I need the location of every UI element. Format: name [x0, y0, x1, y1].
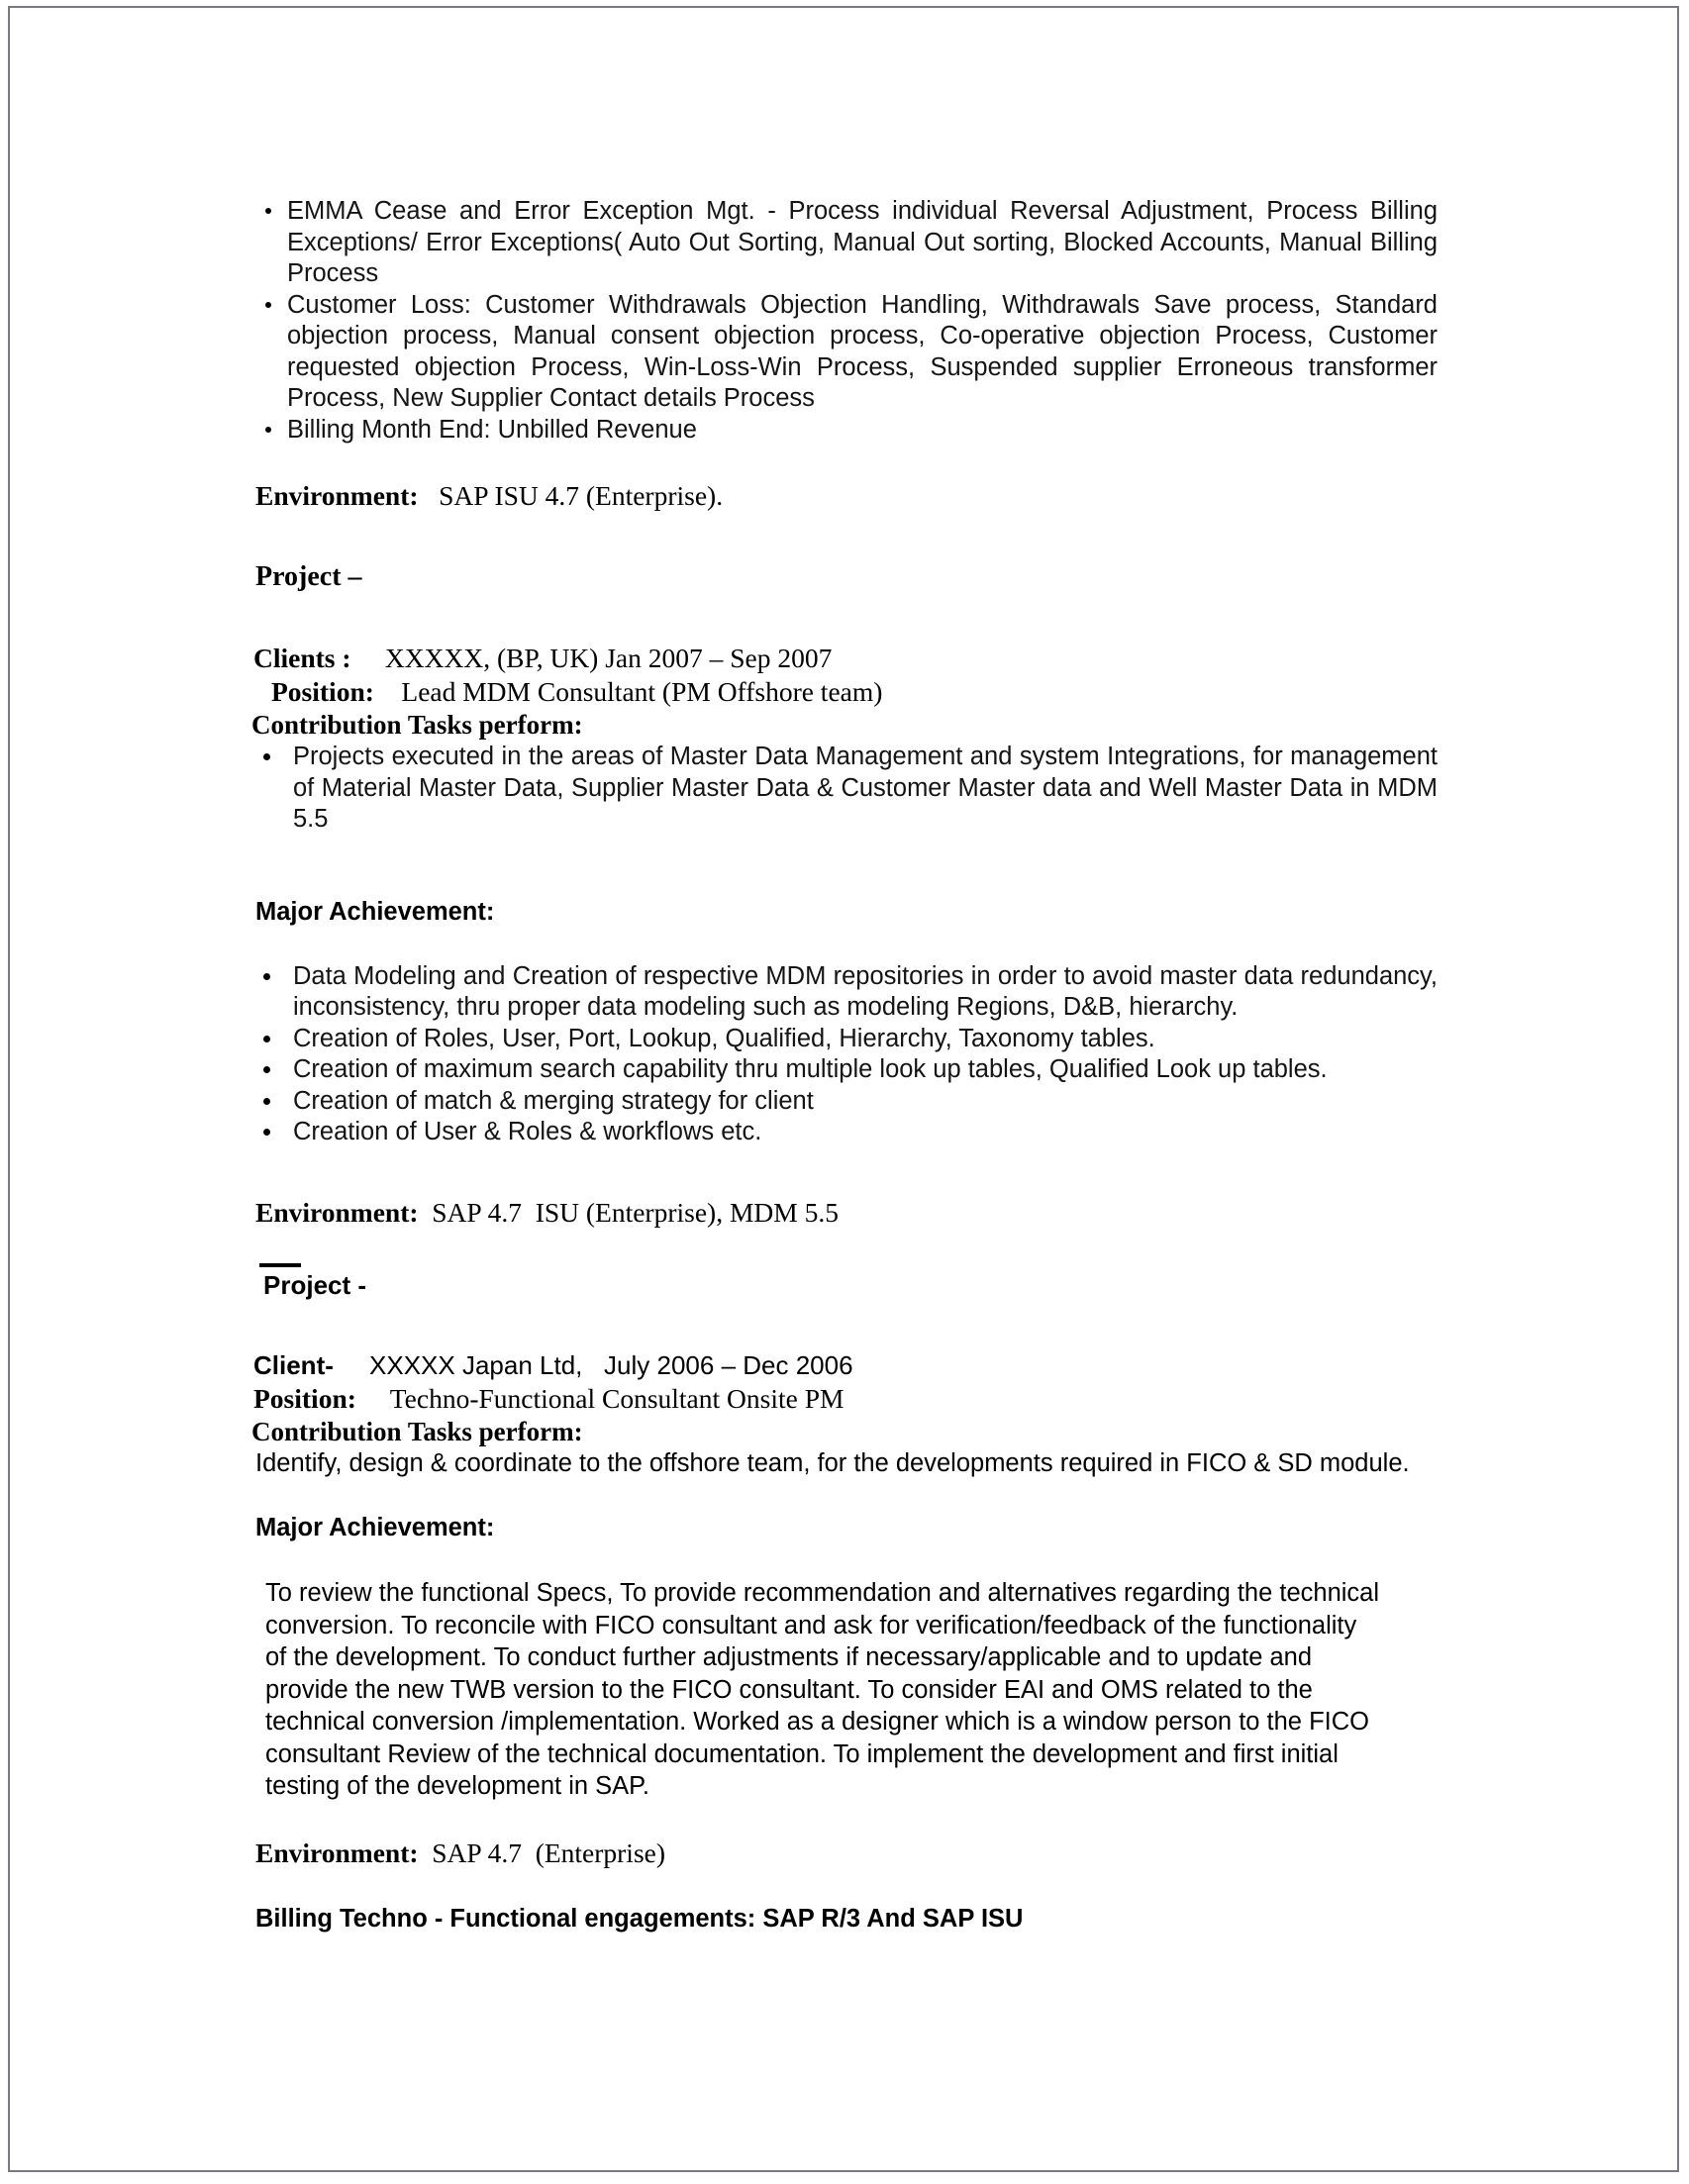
list-item	[249, 1086, 1438, 1118]
document-content	[249, 196, 1438, 1935]
position-value: Lead MDM Consultant (PM Offshore team)	[401, 676, 883, 707]
list-item	[249, 1054, 1438, 1086]
bullet-dot-icon	[265, 427, 271, 433]
environment-label: Environment:	[255, 1196, 419, 1228]
environment-label: Environment:	[255, 480, 419, 511]
bullet-dot-icon	[263, 1036, 270, 1042]
closing-heading: Billing Techno - Functional engagements: SAP R/3 And SAP ISU	[255, 1904, 1024, 1933]
contribution-paragraph-2: Identify, design & coordinate to the offshore team, for the developments required in FICO & SD module.	[255, 1448, 1410, 1477]
contribution-heading-1	[249, 709, 1438, 742]
bullet-text: Data Modeling and Creation of respective MDM repositories in order to avoid master data redundancy, inconsistency, thru proper data modeling such as modeling Regions, D&B, hierarchy.	[293, 961, 1438, 1021]
top-bullet-list	[249, 196, 1438, 446]
list-item	[249, 415, 1438, 447]
bullet-dot-icon	[263, 1098, 270, 1105]
tasks-perform-label: Tasks perform:	[407, 710, 583, 740]
bullet-dot-icon	[263, 973, 270, 980]
document-page	[8, 6, 1679, 2172]
environment-line-1	[249, 479, 1438, 513]
client-label: Client-	[253, 1349, 334, 1380]
position-line-1	[249, 675, 1438, 709]
contribution-heading-2	[249, 1416, 1438, 1448]
major-achievement-heading-1: Major Achievement:	[255, 897, 495, 926]
bullet-text: Billing Month End: Unbilled Revenue	[287, 415, 697, 444]
environment-value: SAP 4.7 (Enterprise)	[432, 1837, 666, 1868]
tasks-perform-label: Tasks perform:	[407, 1416, 583, 1446]
clients-label: Clients :	[253, 643, 351, 673]
contribution-label: Contribution	[251, 1416, 402, 1446]
client-value: XXXXX Japan Ltd, July 2006 – Dec 2006	[369, 1349, 853, 1380]
bullet-text: Creation of maximum search capability thru multiple look up tables, Qualified Look up tables.	[293, 1055, 1328, 1083]
contribution-label: Contribution	[251, 710, 402, 740]
bullet-text: Creation of Roles, User, Port, Lookup, Qualified, Hierarchy, Taxonomy tables.	[293, 1024, 1155, 1052]
position-line-2	[249, 1382, 1438, 1416]
environment-value: SAP 4.7 ISU (Enterprise), MDM 5.5	[432, 1196, 839, 1228]
position-label: Position:	[271, 676, 374, 707]
environment-line-2	[249, 1196, 1438, 1230]
bullet-text: Projects executed in the areas of Master Data Management and system Integrations, for management of Material Master Data, Supplier Master Data & Customer Master data and Well Master Data in MDM 5.5	[293, 743, 1438, 833]
bullet-text: Creation of match & merging strategy for client	[293, 1086, 814, 1115]
project-heading-2: Project -	[263, 1269, 367, 1300]
contribution-bullet-list-1	[249, 742, 1438, 836]
list-item	[249, 1024, 1438, 1055]
project-divider-rule	[259, 1263, 301, 1267]
clients-line	[249, 642, 1438, 675]
bullet-text: Customer Loss: Customer Withdrawals Objection Handling, Withdrawals Save process, Standard objection process, Manual consent objection process, Co-operative objection Process, Customer requested objection Process, Win-Loss-Win Process, Suspended supplier Erroneous transformer Process, New Supplier Contact details Process	[287, 290, 1438, 412]
project-heading-1: Project –	[255, 561, 362, 592]
bullet-dot-icon	[263, 1129, 270, 1136]
bullet-dot-icon	[263, 753, 270, 760]
position-label: Position:	[253, 1382, 356, 1414]
environment-label: Environment:	[255, 1837, 419, 1868]
bullet-text: EMMA Cease and Error Exception Mgt. - Process individual Reversal Adjustment, Process Billing Exceptions/ Error Exceptions( Auto Out Sorting, Manual Out sorting, Blocked Accounts, Manual Billing Process	[287, 197, 1438, 287]
environment-value: SAP ISU 4.7 (Enterprise).	[439, 480, 724, 511]
list-item	[249, 742, 1438, 836]
client-line-2	[249, 1348, 1438, 1382]
bullet-text: Creation of User & Roles & workflows etc.	[293, 1118, 762, 1145]
major-achievement-bullet-list-1	[249, 961, 1438, 1148]
major-achievement-paragraph-2: To review the functional Specs, To provide recommendation and alternatives regarding the technical conversion. To reconcile with FICO consultant and ask for verification/feedback of the functionality of the development. To conduct further adjustments if necessary/applicable and to update and provide the new TWB version to the FICO consultant. To consider EAI and OMS related to the technical conversion /implementation. Worked as a designer which is a window person to the FICO consultant Review of the technical documentation. To implement the development and first initial testing of the development in SAP.	[265, 1579, 1380, 1800]
list-item	[249, 1117, 1438, 1148]
clients-value: XXXXX, (BP, UK) Jan 2007 – Sep 2007	[384, 643, 833, 673]
bullet-dot-icon	[265, 208, 271, 214]
position-value: Techno-Functional Consultant Onsite PM	[389, 1382, 844, 1414]
list-item	[249, 961, 1438, 1024]
environment-line-3	[249, 1837, 1438, 1870]
list-item	[249, 196, 1438, 290]
bullet-dot-icon	[263, 1066, 270, 1073]
major-achievement-heading-2: Major Achievement:	[255, 1514, 495, 1541]
list-item	[249, 290, 1438, 415]
bullet-dot-icon	[265, 302, 271, 308]
